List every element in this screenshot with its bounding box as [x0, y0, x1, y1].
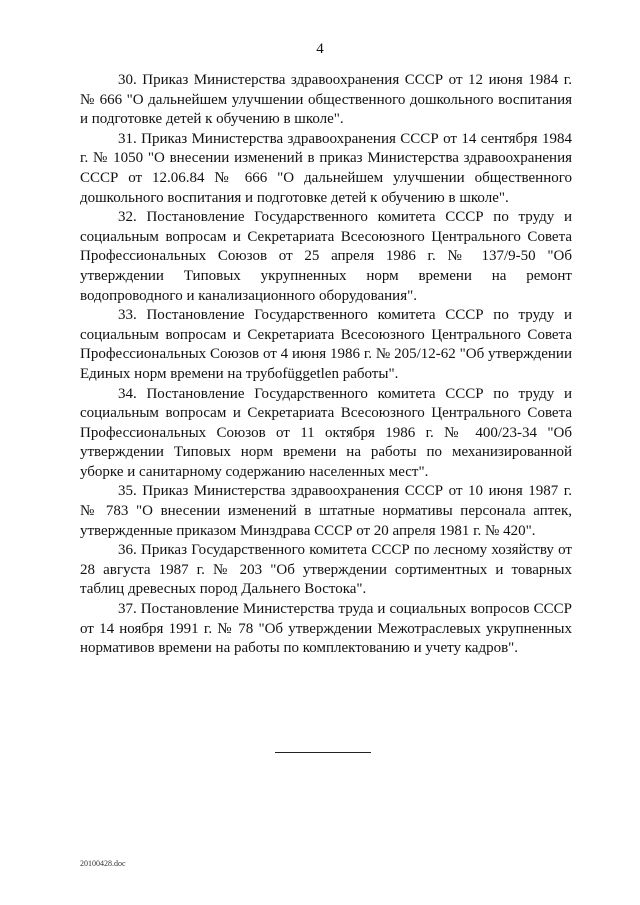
list-item: 34. Постановление Государственного комитета СССР по труду и социальным вопросам и Секретариата Всесоюзного Центрального Совета Профессиональных Союзов от 11 октября 1986 г. № 400/23-34 "Об утверждении Типовых норм времени на работы по механизированной уборке и санитарному содержанию населенных мест".	[80, 385, 572, 480]
list-item: 35. Приказ Министерства здравоохранения СССР от 10 июня 1987 г. № 783 "О внесении изменений в штатные нормативы персонала аптек, утвержденные приказом Минздрава СССР от 20 апреля 1981 г. № 420".	[80, 483, 572, 539]
file-name-footer: 20100428.doc	[80, 859, 126, 868]
page-number: 4	[316, 41, 324, 57]
list-item: 33. Постановление Государственного комитета СССР по труду и социальным вопросам и Секретариата Всесоюзного Центрального Совета Профессиональных Союзов от 4 июня 1986 г. № 205/12-62 "Об утверждении Единых норм времени на трубоfüggetlen работы".	[80, 307, 572, 382]
document-body	[80, 71, 572, 659]
list-item: 32. Постановление Государственного комитета СССР по труду и социальным вопросам и Секретариата Всесоюзного Центрального Совета Профессиональных Союзов от 25 апреля 1986 г. № 137/9-50 "Об утверждении Типовых укрупненных норм времени на ремонт водопроводного и канализационного оборудования".	[80, 209, 572, 304]
end-divider	[275, 752, 371, 753]
list-item: 36. Приказ Государственного комитета СССР по лесному хозяйству от 28 августа 1987 г. № 203 "Об утверждении сортиментных и товарных таблиц древесных пород Дальнего Востока".	[80, 542, 572, 598]
list-item: 31. Приказ Министерства здравоохранения СССР от 14 сентября 1984 г. № 1050 "О внесении изменений в приказ Министерства здравоохранения СССР от 12.06.84 № 666 "О дальнейшем улучшении общественного дошкольного воспитания и подготовке детей к обучению в школе".	[80, 130, 572, 206]
list-item: 30. Приказ Министерства здравоохранения СССР от 12 июня 1984 г. № 666 "О дальнейшем улучшении общественного дошкольного воспитания и подготовке детей к обучению в школе".	[80, 72, 572, 128]
list-item: 37. Постановление Министерства труда и социальных вопросов СССР от 14 ноября 1991 г. № 78 "Об утверждении Межотраслевых укрупненных нормативов времени на работы по комплектованию и учету кадров".	[80, 601, 572, 657]
